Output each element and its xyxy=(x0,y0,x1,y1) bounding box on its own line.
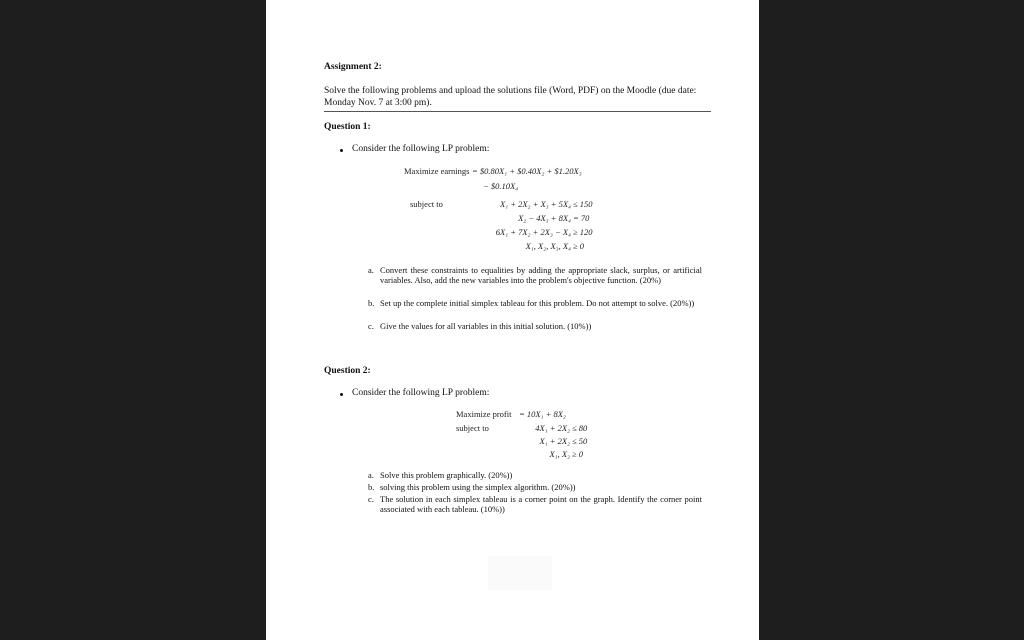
q2-objective-label: Maximize profit xyxy=(456,409,512,419)
question-1-heading: Question 1: xyxy=(324,122,371,132)
q1-constraint-2-lhs: X₂ − 4X₃ + 8X₄ xyxy=(518,213,571,223)
q1-part-a-label: a. xyxy=(368,265,374,275)
q1-objective-label: Maximize earnings xyxy=(404,166,470,176)
q1-constraint-2-rhs: = 70 xyxy=(573,213,590,223)
q2-subject-to: subject to xyxy=(456,423,489,433)
q1-part-c-label: c. xyxy=(368,321,374,331)
q2-constraint-3-lhs: X₁, X₂ xyxy=(549,449,570,459)
q1-subject-to: subject to xyxy=(410,199,443,209)
intro-text: Solve the following problems and upload the solutions file (Word, PDF) on the Moodle (due date: Monday Nov. 7 at 3:00 pm). xyxy=(324,86,697,108)
q2-constraint-3-rhs: ≥ 0 xyxy=(572,449,584,459)
document-page xyxy=(266,0,759,640)
bullet xyxy=(340,149,343,152)
q2-part-c-text: The solution in each simplex tableau is a corner point on the graph. Identify the corner point associated with each tableau. (10%)) xyxy=(380,494,702,514)
question-2-heading: Question 2: xyxy=(324,366,371,376)
q1-constraint-4-rhs: ≥ 0 xyxy=(573,241,585,251)
q1-part-a-text: Convert these constraints to equalities by adding the appropriate slack, surplus, or artificial variables. Also, add the new variables into the problem's objective function. (20%) xyxy=(380,265,702,285)
q2-constraint-1-lhs: 4X₁ + 2X₂ xyxy=(535,423,570,433)
q2-part-a-label: a. xyxy=(368,470,374,480)
q2-objective-expr: = 10X₁ + 8X₂ xyxy=(519,409,566,419)
q2-part-b-label: b. xyxy=(368,482,375,492)
q2-part-a-text: Solve this problem graphically. (20%)) xyxy=(380,470,513,480)
assignment-title: Assignment 2: xyxy=(324,62,382,72)
question-1-lead: Consider the following LP problem: xyxy=(352,144,490,154)
q2-constraint-2-lhs: X₁ + 2X₂ xyxy=(539,436,570,446)
q1-part-b-text: Set up the complete initial simplex tableau for this problem. Do not attempt to solve. (20%)) xyxy=(380,298,695,308)
question-2-lead: Consider the following LP problem: xyxy=(352,388,490,398)
q1-constraint-1-lhs: X₁ + 2X₂ + X₃ + 5X₄ xyxy=(499,199,571,209)
q1-constraint-1-rhs: ≤ 150 xyxy=(573,199,593,209)
q1-constraint-3-rhs: ≥ 120 xyxy=(573,227,593,237)
q2-constraint-1-rhs: ≤ 80 xyxy=(572,423,588,433)
q1-constraint-3-lhs: 6X₁ + 7X₂ + 2X₃ − X₄ xyxy=(495,227,571,237)
q1-part-c-text: Give the values for all variables in this initial solution. (10%)) xyxy=(380,321,592,331)
bullet xyxy=(340,393,343,396)
q2-part-b-text: solving this problem using the simplex algorithm. (20%)) xyxy=(380,482,576,492)
faint-smudge xyxy=(488,556,552,590)
q1-constraint-4-lhs: X₁, X₂, X₃, X₄ xyxy=(525,241,571,251)
q2-part-c-label: c. xyxy=(368,494,374,504)
q1-objective-line2: − $0.10X₄ xyxy=(483,181,519,191)
q1-objective-line1: = $0.80X₁ + $0.40X₂ + $1.20X₃ xyxy=(472,166,582,176)
q2-constraint-2-rhs: ≤ 50 xyxy=(572,436,588,446)
q1-part-b-label: b. xyxy=(368,298,375,308)
divider xyxy=(324,111,711,112)
